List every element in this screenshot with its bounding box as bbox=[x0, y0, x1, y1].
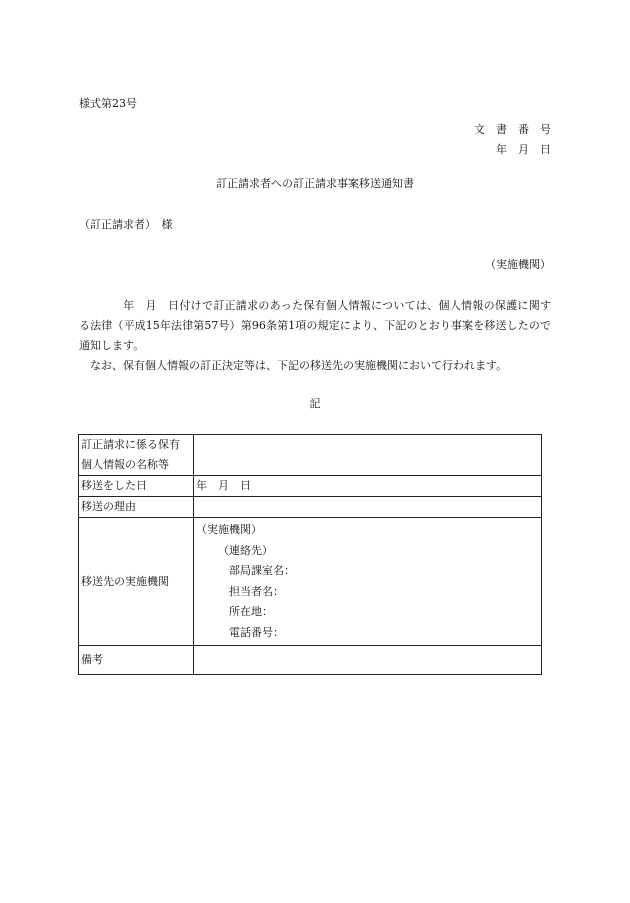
table-value-cell: 年 月 日 bbox=[194, 476, 542, 497]
table-label-cell: 移送をした日 bbox=[79, 476, 194, 497]
label-text: 個人情報の名称等 bbox=[81, 458, 169, 471]
body-paragraph-1: 年 月 日付けで訂正請求のあった保有個人情報については、個人情報の保護に関する法律（平成15年法律第57号）第96条第1項の規定により、下記のとおり事案を移送したので通知します。 bbox=[79, 299, 551, 352]
dest-address: 所在地： bbox=[229, 605, 273, 618]
table-row bbox=[79, 476, 542, 497]
label-text: 訂正請求に係る保有 bbox=[81, 438, 180, 451]
recipient: （訂正請求者） 様 bbox=[79, 218, 173, 231]
table-label-cell: 移送先の実施機関 bbox=[79, 518, 194, 646]
table-row bbox=[79, 435, 542, 476]
dest-contact: （連絡先） bbox=[218, 543, 273, 557]
table-row bbox=[79, 646, 542, 675]
table-label-cell: 移送の理由 bbox=[79, 497, 194, 518]
table-label-cell: 備考 bbox=[79, 646, 194, 675]
body-text bbox=[79, 296, 551, 376]
table-value-cell bbox=[194, 497, 542, 518]
agency: （実施機関） bbox=[485, 258, 551, 271]
table-value-cell bbox=[194, 435, 542, 476]
page-title: 訂正請求者への訂正請求事案移送通知書 bbox=[216, 177, 414, 190]
ki-heading: 記 bbox=[309, 397, 321, 410]
doc-number: 文 書 番 号 bbox=[474, 123, 551, 136]
form-number: 様式第23号 bbox=[79, 97, 137, 110]
dest-department: 部局課室名： bbox=[229, 564, 295, 577]
destination-details bbox=[196, 520, 539, 643]
dest-person: 担当者名： bbox=[229, 584, 284, 598]
doc-number-block bbox=[474, 120, 551, 160]
table-value-cell bbox=[194, 518, 542, 646]
record-table bbox=[78, 434, 542, 675]
table-row bbox=[79, 497, 542, 518]
dest-agency: （実施機関） bbox=[196, 523, 262, 536]
table-value-cell bbox=[194, 646, 542, 675]
table-label-cell bbox=[79, 435, 194, 476]
table-row bbox=[79, 518, 542, 646]
date-line: 年 月 日 bbox=[496, 143, 551, 156]
body-paragraph-2: なお、保有個人情報の訂正決定等は、下記の移送先の実施機関において行われます。 bbox=[90, 359, 508, 372]
dest-phone: 電話番号： bbox=[229, 625, 284, 639]
